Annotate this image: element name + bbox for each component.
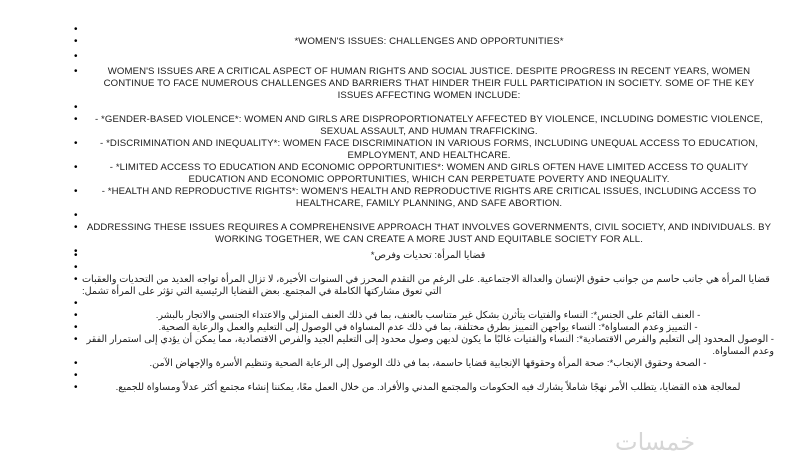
list-item: • - التمييز وعدم المساواة*: النساء يواجهن التمييز بطرق مختلفة، بما في ذلك عدم المساواة في الوصول إلى التعليم والعمل والرعاية الصحية. xyxy=(0,322,800,334)
list-item xyxy=(0,102,800,114)
english-intro: • WOMEN'S ISSUES ARE A CRITICAL ASPECT OF HUMAN RIGHTS AND SOCIAL JUSTICE. DESPITE PROGRESS IN RECENT YEARS, WOMEN CONTINUE TO FACE NUMEROUS CHALLENGES AND BARRIERS THAT HINDER THEIR FULL PARTICIPATION IN SOCIETY. SOME OF THE KEY ISSUES AFFECTING WOMEN INCLUDE: xyxy=(103,66,755,101)
list-item: • - *DISCRIMINATION AND INEQUALITY*: WOMEN FACE DISCRIMINATION IN VARIOUS FORMS, INCLUDING UNEQUAL ACCESS TO EDUCATION, EMPLOYMENT, AND HEALTHCARE. xyxy=(0,138,800,162)
list-item xyxy=(0,262,800,274)
list-item xyxy=(0,274,800,298)
arabic-intro: • قضايا المرأة هي جانب حاسم من جوانب حقوق الإنسان والعدالة الاجتماعية. على الرغم من التقدم المحرز في السنوات الأخيرة، لا تزال المرأة تواجه العديد من التحديات والعقبات التي تعوق مشاركتها الكاملة في المجتمع. بعض القضايا الرئيسية التي تؤثر على المرأة تشمل: xyxy=(82,274,770,297)
list-item xyxy=(0,370,800,382)
english-title: • *WOMEN'S ISSUES: CHALLENGES AND OPPORTUNITIES* xyxy=(294,36,564,47)
list-item xyxy=(0,36,800,48)
list-item xyxy=(0,382,800,394)
list-item xyxy=(0,222,800,246)
list-item xyxy=(0,298,800,310)
arabic-title: • قضايا المرأة: تحديات وفرص* xyxy=(370,250,486,261)
list-item xyxy=(0,24,800,36)
arabic-list xyxy=(0,250,800,394)
list-item xyxy=(0,250,800,262)
list-item: • - الوصول المحدود إلى التعليم والفرص الاقتصادية*: النساء والفتيات غالبًا ما يكون لديهن وصول محدود إلى التعليم الجيد والفرص الاقتصادية، مما يمكن أن يؤدي إلى استمرار الفقر وعدم المساواة. xyxy=(0,334,800,358)
watermark-logo: خمسات xyxy=(615,428,696,456)
arabic-conclusion: • لمعالجة هذه القضايا، يتطلب الأمر نهجًا شاملاً يشارك فيه الحكومات والمجتمع المدني والأفراد. من خلال العمل معًا، يمكننا إنشاء مجتمع أكثر عدلاً ومساواة للجميع. xyxy=(115,382,741,393)
english-list xyxy=(0,24,800,258)
list-item: • - *GENDER-BASED VIOLENCE*: WOMEN AND GIRLS ARE DISPROPORTIONATELY AFFECTED BY VIOLENCE, INCLUDING DOMESTIC VIOLENCE, SEXUAL ASSAULT, AND HUMAN TRAFFICKING. xyxy=(0,114,800,138)
list-item: • - *HEALTH AND REPRODUCTIVE RIGHTS*: WOMEN'S HEALTH AND REPRODUCTIVE RIGHTS ARE CRITICAL ISSUES, INCLUDING ACCESS TO HEALTHCARE, FAMILY PLANNING, AND SAFE ABORTION. xyxy=(0,186,800,210)
list-item: • - الصحة وحقوق الإنجاب*: صحة المرأة وحقوقها الإنجابية قضايا حاسمة، بما في ذلك الوصول إلى الرعاية الصحية وتنظيم الأسرة والإجهاض الآمن. xyxy=(0,358,800,370)
list-item: • - العنف القائم على الجنس*: النساء والفتيات يتأثرن بشكل غير متناسب بالعنف، بما في ذلك العنف المنزلي والاعتداء الجنسي والاتجار بالبشر. xyxy=(0,310,800,322)
list-item xyxy=(0,66,800,102)
english-conclusion: • ADDRESSING THESE ISSUES REQUIRES A COMPREHENSIVE APPROACH THAT INVOLVES GOVERNMENTS, CIVIL SOCIETY, AND INDIVIDUALS. BY WORKING TOGETHER, WE CAN CREATE A MORE JUST AND EQUITABLE SOCIETY FOR ALL. xyxy=(86,222,772,245)
list-item xyxy=(0,210,800,222)
list-item: • - *LIMITED ACCESS TO EDUCATION AND ECONOMIC OPPORTUNITIES*: WOMEN AND GIRLS OFTEN HAVE LIMITED ACCESS TO QUALITY EDUCATION AND ECONOMIC OPPORTUNITIES, WHICH CAN PERPETUATE POVERTY AND INEQUALITY. xyxy=(0,162,800,186)
list-item xyxy=(0,51,800,63)
